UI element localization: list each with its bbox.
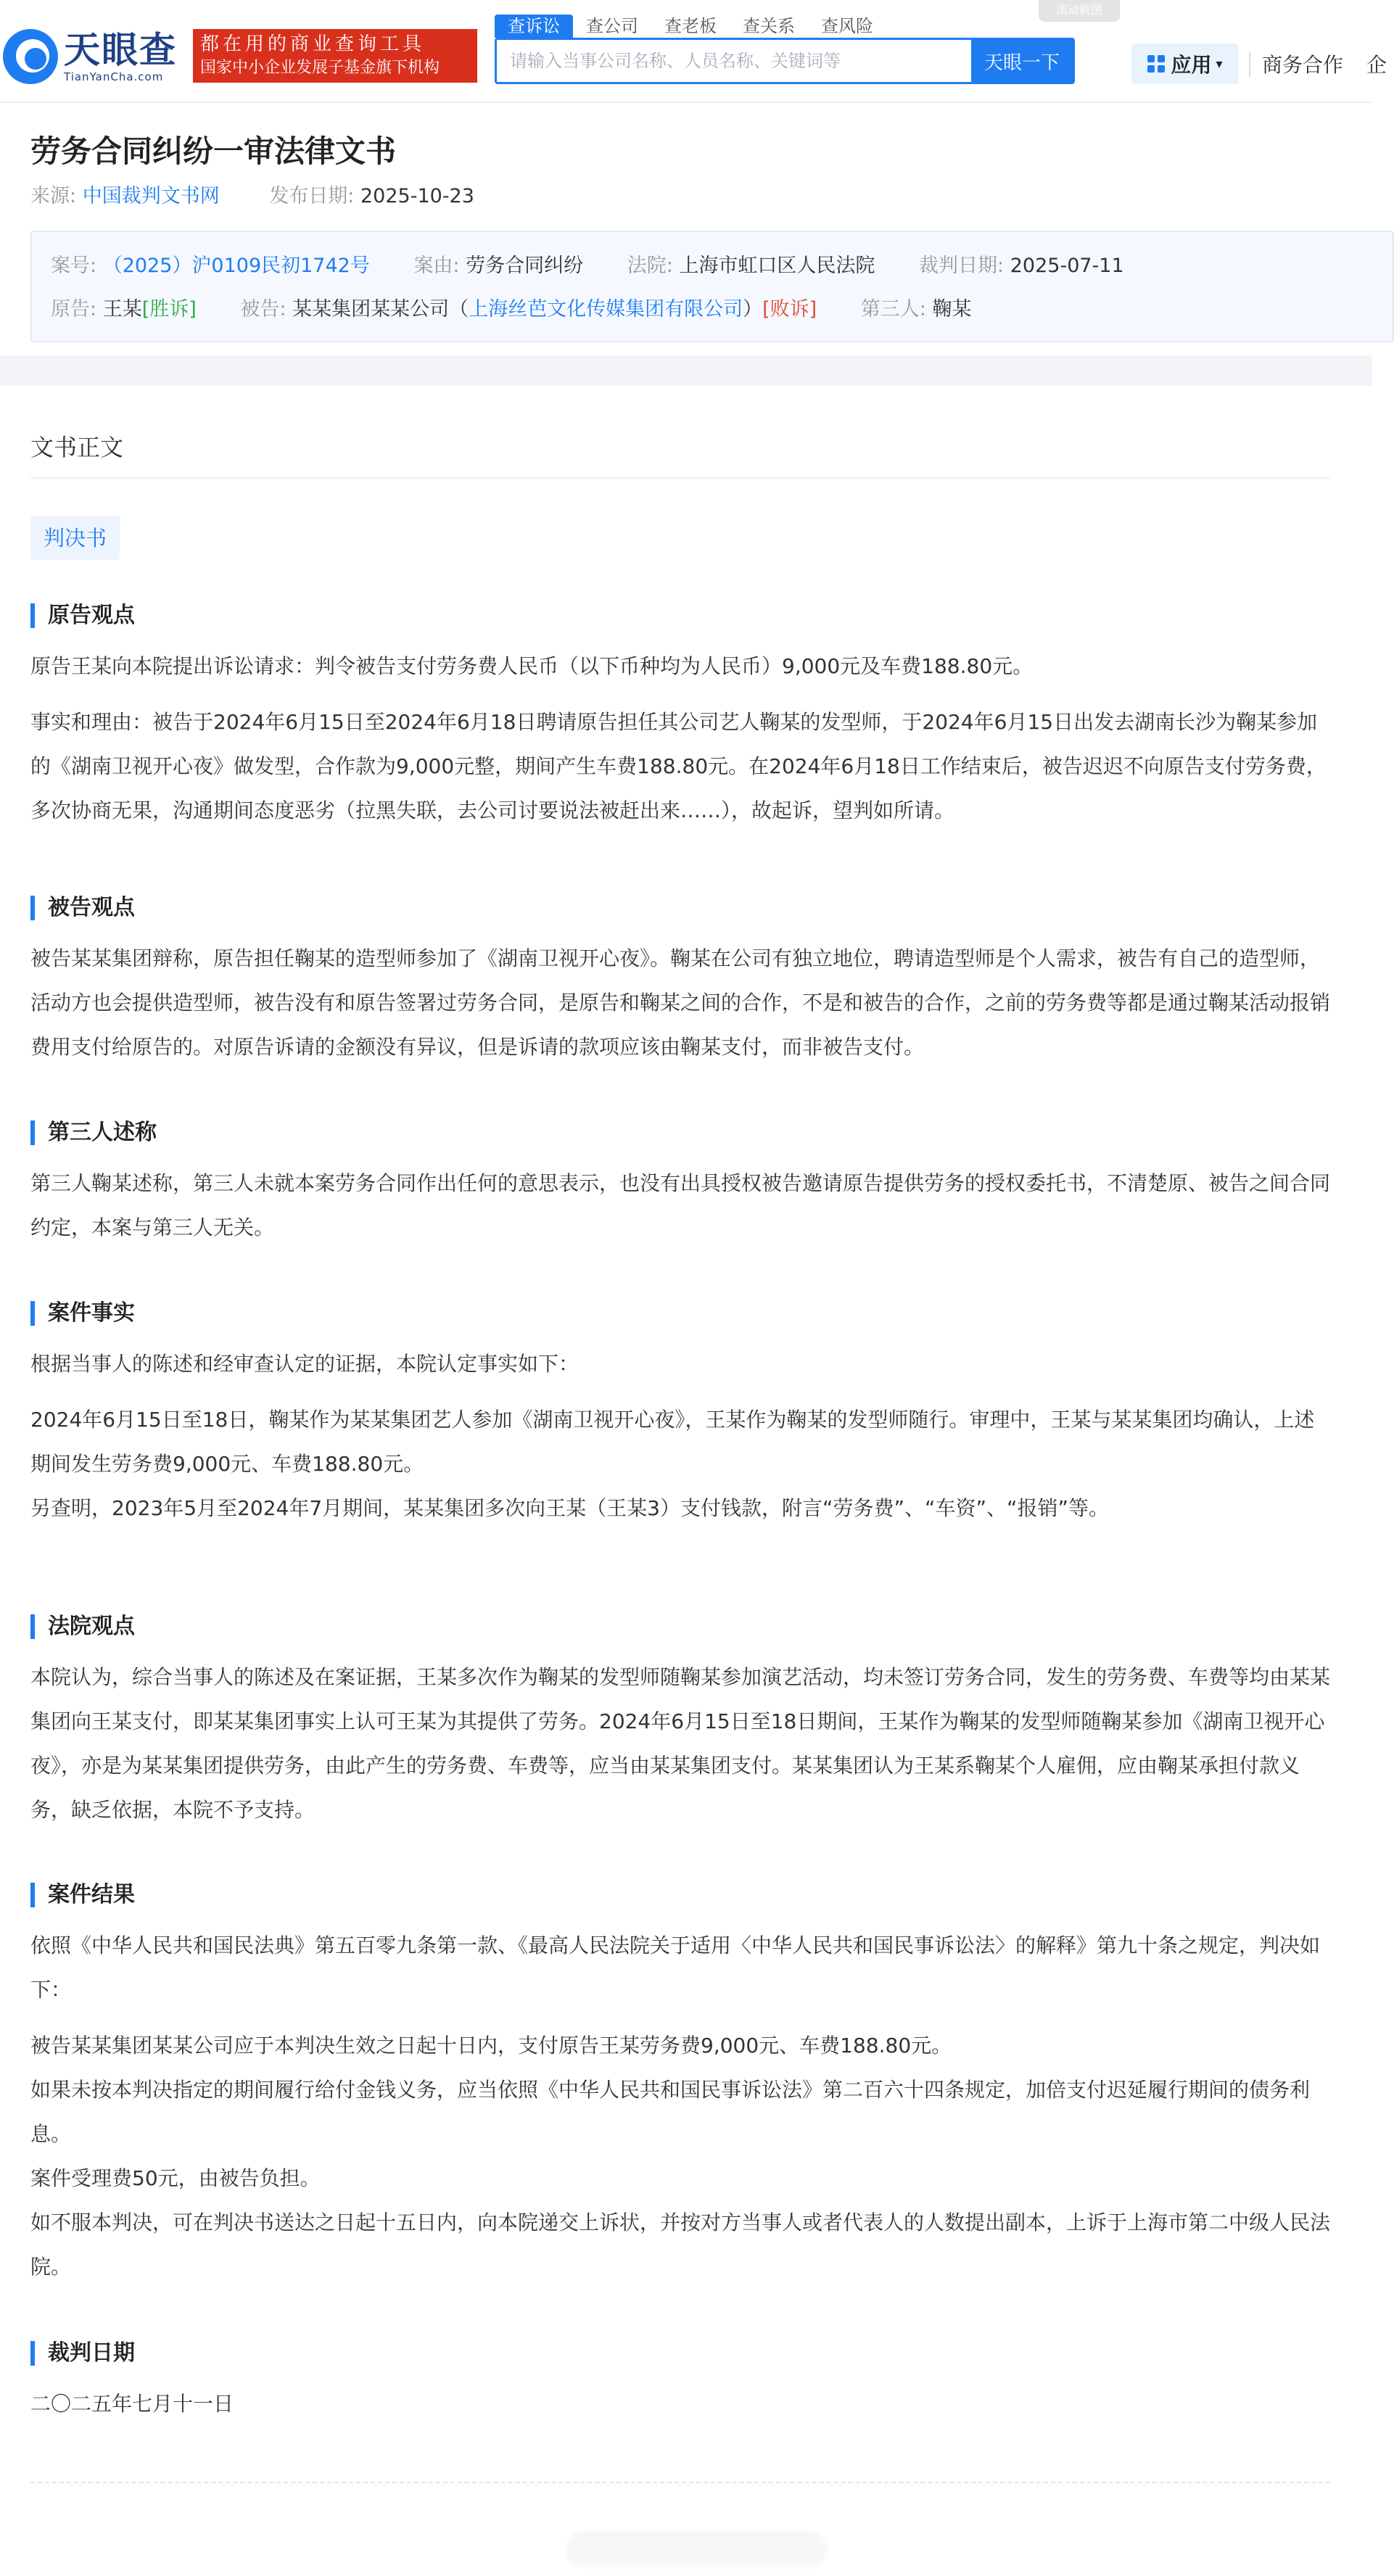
tab-lawsuit[interactable]: 查诉讼 — [495, 15, 573, 38]
screenshot-tip: 滚动截图 — [1039, 0, 1120, 22]
section-paragraph: 被告某某集团某某公司应于本判决生效之日起十日内，支付原告王某劳务费9,000元、车费188.80元。 — [30, 2034, 952, 2057]
apps-button[interactable] — [1131, 44, 1239, 84]
case-info-box — [30, 231, 1394, 342]
section-title: 案件结果 — [30, 1883, 1330, 1907]
defendant-value: 某某集团某某公司（ — [292, 298, 469, 321]
section-gap — [0, 355, 1372, 386]
section-paragraph: 本院认为，综合当事人的陈述及在案证据，王某多次作为鞠某的发型师随鞠某参加演艺活动，均未签订劳务合同，发生的劳务费、车费等均由某某集团向王某支付，即某某集团事实上认可王某为其提供了劳务。2024年6月15日至18日期间，王某作为鞠某的发型师随鞠某参加《湖南卫视开心夜》，亦是为某某集团提供劳务，由此产生的劳务费、车费等，应当由某某集团支付。某某集团认为王某系鞠某个人雇佣，应由鞠某承担付款义务，缺乏依据，本院不予支持。 — [30, 1665, 1331, 1822]
business-cooperation-link[interactable]: 商务合作 — [1262, 53, 1344, 77]
top-navbar — [0, 0, 1387, 102]
section-title: 被告观点 — [30, 896, 1330, 920]
court-label: 法院: — [627, 255, 673, 277]
apps-label: 应用 — [1171, 53, 1212, 77]
case-no-link[interactable]: （2025）沪0109民初1742号 — [102, 255, 370, 277]
section-court-opinion — [30, 1614, 1330, 1832]
search-tabs — [495, 15, 886, 38]
slogan-line2: 国家中小企业发展子基金旗下机构 — [200, 59, 440, 77]
section-paragraph: 2024年6月15日至18日，鞠某作为某某集团艺人参加《湖南卫视开心夜》，王某作为鞠某的发型师随行。审理中，王某与某某集团均确认，上述期间发生劳务费9,000元、车费188.80元。 — [30, 1408, 1315, 1476]
section-paragraph: 如果未按本判决指定的期间履行给付金钱义务，应当依照《中华人民共和国民事诉讼法》第二百六十四条规定，加倍支付迟延履行期间的债务利息。 — [30, 2078, 1311, 2146]
section-paragraph: 案件受理费50元，由被告负担。 — [30, 2166, 321, 2190]
tab-boss[interactable]: 查老板 — [664, 16, 717, 36]
section-result — [30, 1883, 1330, 2289]
section-paragraph: 根据当事人的陈述和经审查认定的证据，本院认定事实如下： — [30, 1352, 580, 1376]
section-paragraph: 原告王某向本院提出诉讼请求：判令被告支付劳务费人民币（以下币种均为人民币）9,000元及车费188.80元。 — [30, 654, 1034, 678]
section-paragraph: 二〇二五年七月十一日 — [30, 2392, 234, 2416]
section-defendant — [30, 896, 1330, 1069]
logo-eye-icon — [3, 29, 58, 84]
search-input[interactable] — [497, 40, 971, 82]
cause-value: 劳务合同纠纷 — [466, 255, 584, 277]
search-button[interactable]: 天眼一下 — [971, 40, 1073, 82]
judge-date-value: 2025-07-11 — [1010, 255, 1124, 277]
section-paragraph: 第三人鞠某述称，第三人未就本案劳务合同作出任何的意思表示，也没有出具授权被告邀请原告提供劳务的授权委托书，不清楚原、被告之间合同约定，本案与第三人无关。 — [30, 1171, 1331, 1239]
page-title: 劳务合同纠纷一审法律文书 — [30, 133, 397, 169]
plaintiff-label: 原告: — [51, 298, 97, 321]
chevron-down-icon: ▾ — [1216, 56, 1223, 72]
nav-divider — [1249, 52, 1250, 77]
tab-risk[interactable]: 查风险 — [821, 16, 873, 36]
nav-more-link[interactable]: 企 — [1366, 53, 1387, 77]
document-meta — [30, 180, 474, 208]
search-box — [495, 38, 1075, 84]
tab-company[interactable]: 查公司 — [586, 16, 638, 36]
defendant-status-badge: [败诉] — [762, 298, 817, 321]
plaintiff-value: 王某 — [102, 298, 142, 321]
section-paragraph: 如不服本判决，可在判决书送达之日起十五日内，向本院递交上诉状，并按对方当事人或者代表人的人数提出副本，上诉于上海市第二中级人民法院。 — [30, 2210, 1331, 2279]
source-label: 来源: — [30, 185, 77, 207]
section-plaintiff — [30, 603, 1330, 833]
body-heading: 文书正文 — [30, 434, 124, 461]
source-link[interactable]: 中国裁判文书网 — [82, 185, 220, 207]
third-party-label: 第三人: — [860, 298, 926, 321]
logo-text — [64, 30, 177, 83]
case-no-label: 案号: — [51, 255, 97, 277]
document-body — [0, 386, 1358, 2576]
case-info-row-2 — [51, 293, 971, 321]
section-paragraph: 依照《中华人民共和国民法典》第五百零九条第一款、《最高人民法院关于适用〈中华人民共和国民事诉讼法〉的解释》第九十条之规定，判决如下： — [30, 1933, 1321, 2002]
judge-date-label: 裁判日期: — [919, 255, 1005, 277]
section-title: 法院观点 — [30, 1614, 1330, 1639]
section-paragraph: 被告某某集团辩称，原告担任鞠某的造型师参加了《湖南卫视开心夜》。鞠某在公司有独立地位，聘请造型师是个人需求，被告有自己的造型师，活动方也会提供造型师，被告没有和原告签署过劳务合同，是原告和鞠某之间的合作，不是和被告的合作，之前的劳务费等都是通过鞠某活动报销费用支付给原告的。对原告诉请的金额没有异议，但是诉请的款项应该由鞠某支付，而非被告支付。 — [30, 946, 1331, 1059]
logo-en: TianYanCha.com — [64, 70, 164, 83]
logo-cn: 天眼查 — [64, 29, 177, 71]
section-paragraph: 另查明，2023年5月至2024年7月期间，某某集团多次向王某（王某3）支付钱款，附言“劳务费”、“车资”、“报销”等。 — [30, 1496, 1109, 1520]
heading-divider — [30, 477, 1330, 479]
blurred-watermark — [566, 2531, 827, 2567]
cause-label: 案由: — [413, 255, 460, 277]
section-title: 第三人述称 — [30, 1120, 1330, 1145]
plaintiff-status-badge: [胜诉] — [141, 298, 197, 321]
bottom-divider — [30, 2482, 1330, 2483]
slogan-banner — [193, 29, 477, 83]
tab-relation[interactable]: 查关系 — [743, 16, 795, 36]
section-third-party — [30, 1120, 1330, 1250]
section-title: 案件事实 — [30, 1301, 1330, 1326]
case-info-row-1 — [51, 249, 1162, 278]
third-party-value: 鞠某 — [932, 298, 972, 321]
apps-grid-icon — [1147, 55, 1165, 73]
section-facts — [30, 1301, 1330, 1530]
defendant-company-link[interactable]: 上海丝芭文化传媒集团有限公司 — [469, 298, 743, 321]
section-title: 原告观点 — [30, 603, 1330, 628]
court-value: 上海市虹口区人民法院 — [679, 255, 875, 277]
publish-date: 2025-10-23 — [360, 185, 474, 207]
slogan-line1: 都在用的商业查询工具 — [200, 33, 426, 55]
section-title: 裁判日期 — [30, 2341, 1330, 2366]
defendant-close-paren: ） — [743, 298, 763, 321]
document-header — [0, 102, 1372, 355]
doc-type-badge: 判决书 — [30, 516, 120, 560]
section-judgment-date — [30, 2341, 1330, 2426]
defendant-label: 被告: — [240, 298, 286, 321]
site-logo[interactable] — [0, 26, 177, 87]
section-paragraph: 事实和理由：被告于2024年6月15日至2024年6月18日聘请原告担任其公司艺人鞠某的发型师，于2024年6月15日出发去湖南长沙为鞠某参加的《湖南卫视开心夜》做发型，合作款为9,000元整，期间产生车费188.80元。在2024年6月18日工作结束后，被告迟迟不向原告支付劳务费，多次协商无果，沟通期间态度恶劣（拉黑失联，去公司讨要说法被赶出来……），故起诉，望判如所请。 — [30, 710, 1327, 822]
publish-label: 发布日期: — [269, 185, 355, 207]
